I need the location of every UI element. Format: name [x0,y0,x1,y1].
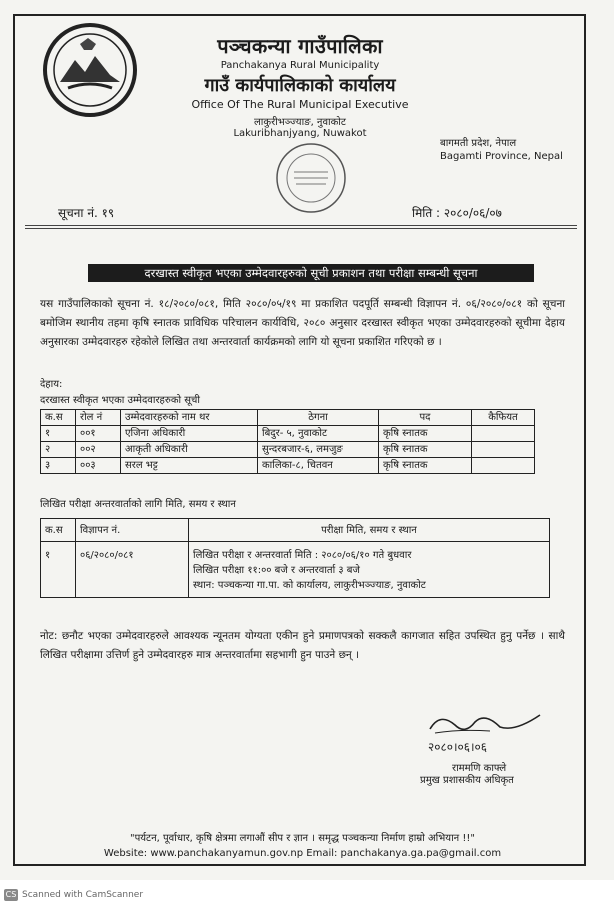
exam-schedule-table [40,518,550,598]
place-en: Lakuribhanjyang, Nuwakot [233,128,367,139]
cell-advertisement: ०६/२०८०/०८१ [76,542,189,598]
office-name-en: Panchakanya Rural Municipality [220,60,380,71]
signature-date: २०८०।०६।०६ [428,740,488,754]
table-row [41,458,535,474]
cell-remarks [472,458,535,474]
notice-number: सूचना नं. १९ [58,206,115,220]
col-name: उम्मेदवारहरुको नाम थर [121,410,258,426]
cell-post: कृषि स्नातक [379,458,472,474]
cell-sn: १ [41,542,76,598]
scanner-watermark [4,889,143,901]
cell-name: आकृती अधिकारी [121,442,258,458]
col-address: ठेगना [258,410,379,426]
notice-title: दरखास्त स्वीकृत भएका उम्मेदवारहरुको सूची प्रकाशन तथा परीक्षा सम्बन्धी सूचना [88,264,534,282]
cell-name: एजिना अधिकारी [121,426,258,442]
note-paragraph: नोट: छनौट भएका उम्मेदवारहरुले आवश्यक न्यूनतम योग्यता एकीन हुने प्रमाणपत्रको सक्कलै कागजात सहित उपस्थित हुनु पर्नेछ । साथै लिखित परीक्षामा उत्तिर्ण हुने उम्मेदवारहरु मात्र अन्तरवार्तामा सहभागी हुन पाउने छन् । [40,630,565,661]
exam-time-line: लिखित परीक्षा ११:०० बजे र अन्तरवार्ता ३ बजे [193,565,360,576]
divider-line [25,225,577,226]
label-exam-schedule: लिखित परीक्षा अन्तरवार्ताको लागि मिति, समय र स्थान [40,499,236,510]
cell-sn: २ [41,442,76,458]
exam-date-line: लिखित परीक्षा र अन्तरवार्ता मिति : २०८०/०६/१० गते बुधवार [193,550,412,561]
notice-date: मिति : २०८०/०६/०७ [412,206,502,220]
col-advertisement: विज्ञापन नं. [76,519,189,542]
office-name-np: पञ्चकन्या गाउँपालिका [217,34,383,58]
table-row [41,442,535,458]
col-remarks: कैफियत [472,410,535,426]
cell-post: कृषि स्नातक [379,442,472,458]
cell-sn: १ [41,426,76,442]
scanner-text: Scanned with CamScanner [22,890,144,900]
candidate-table [40,409,535,474]
col-exam-details: परीक्षा मिति, समय र स्थान [189,519,550,542]
footer-slogan: "पर्यटन, पूर्वाधार, कृषि क्षेत्रमा लगाऔं सीप र ज्ञान । समृद्ध पञ्चकन्या निर्माण हाम्रो अभियान !!" [129,833,476,844]
divider-line [25,228,577,229]
cell-remarks [472,442,535,458]
cell-remarks [472,426,535,442]
cell-address: बिदुर- ५, नुवाकोट [258,426,379,442]
handwritten-signature [420,707,550,757]
executive-office-np: गाउँ कार्यपालिकाको कार्यालय [204,75,396,96]
table-header-row [41,410,535,426]
place-np: लाकुरीभञ्ज्याङ, नुवाकोट [254,117,346,128]
executive-office-en: Office Of The Rural Municipal Executive [191,98,409,111]
col-post: पद [379,410,472,426]
province [440,137,563,163]
footer-contact: Website: www.panchakanyamun.gov.np Email: panchakanya.ga.pa@gmail.com [103,848,502,859]
cell-name: सरल भट्ट [121,458,258,474]
signatory-title: प्रमुख प्रशासकीय अधिकृत [420,775,514,786]
exam-venue-line: स्थान: पञ्चकन्या गा.पा. को कार्यालय, लाकुरीभञ्ज्याङ, नुवाकोट [193,580,426,591]
table-row [41,426,535,442]
nepal-emblem-logo [40,20,140,120]
province-en: Bagamti Province, Nepal [440,151,563,162]
signatory-name: राममणि काफ्ले [452,763,507,774]
table-row [41,542,550,598]
label-dehay: देहाय: [40,379,63,390]
cell-exam-details [189,542,550,598]
province-np: बागमती प्रदेश, नेपाल [440,138,517,149]
table-header-row [41,519,550,542]
cell-sn: ३ [41,458,76,474]
label-candidate-list: दरखास्त स्वीकृत भएका उम्मेदवारहरुको सूची [40,395,200,406]
cell-roll: ००१ [76,426,121,442]
notice-paragraph: यस गाउँपालिकाको सूचना नं. १८/२०८०/०८१, मिति २०८०/०५/१९ मा प्रकाशित पदपूर्ति सम्बन्धी विज्ञापन नं. ०६/२०८०/०८१ को सूचना बमोजिम स्थानीय तहमा कृषि स्नातक प्राविधिक परिचालन कार्यविधि, २०८० अनुसार दरखास्त स्वीकृत भएका उम्मेदवारहरुको सूचीमा देहाय अनुसारका उम्मेदवारहरु रहेकोले लिखित तथा अन्तरवार्ता कार्यक्रमको लागि यो सूचना प्रकाशित गरिएको छ । [40,298,565,348]
cell-roll: ००२ [76,442,121,458]
col-roll: रोल नं [76,410,121,426]
cell-address: सुन्दरबजार-६, लमजुङ [258,442,379,458]
col-sn: क.स [41,410,76,426]
office-stamp [272,140,350,216]
cell-post: कृषि स्नातक [379,426,472,442]
col-sn: क.स [41,519,76,542]
cell-roll: ००३ [76,458,121,474]
camscanner-icon: CS [5,890,17,899]
cell-address: कालिका-८, चितवन [258,458,379,474]
